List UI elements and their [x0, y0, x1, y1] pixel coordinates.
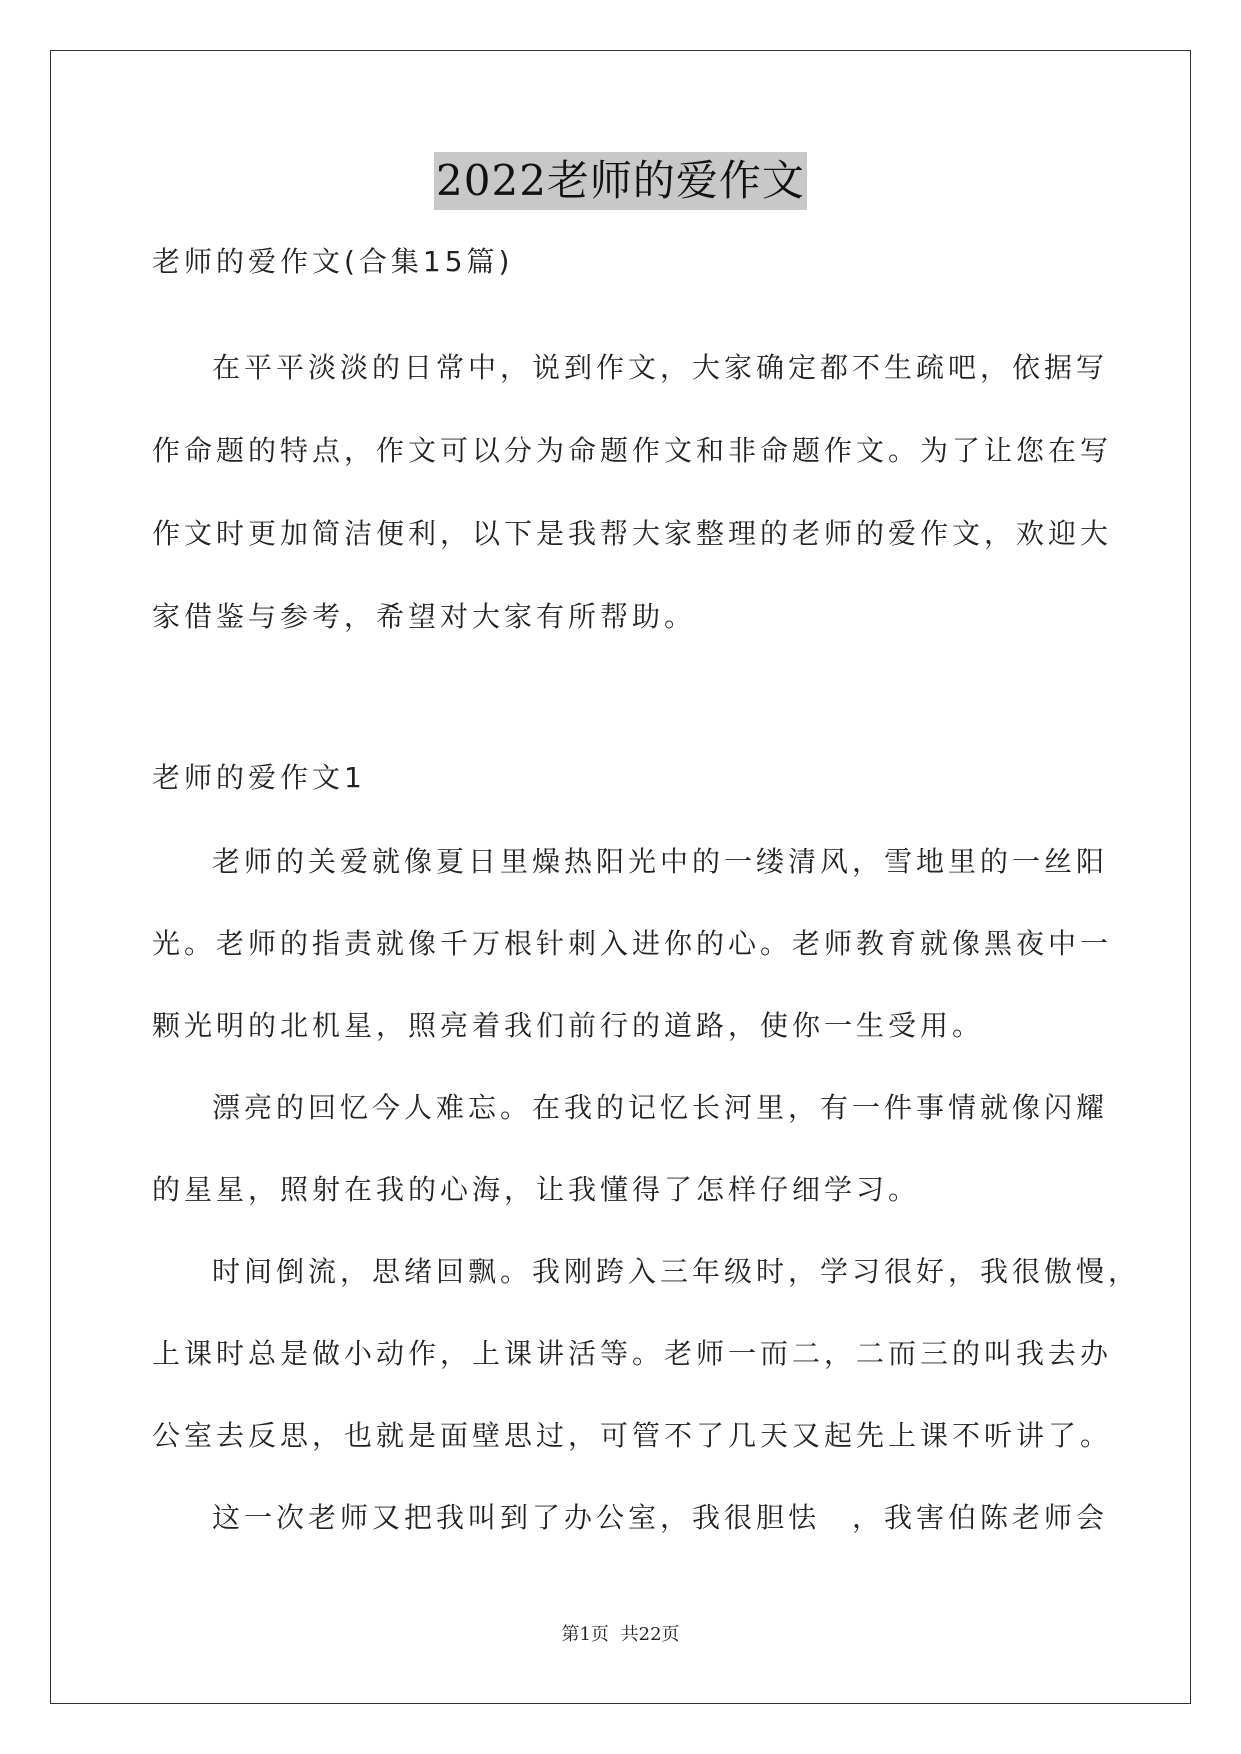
page-footer — [0, 1620, 1241, 1646]
body-line-wrap — [152, 842, 1109, 882]
intro-paragraph-cont-1 — [152, 431, 1113, 471]
section-heading-container — [152, 758, 1092, 798]
intro-paragraph-cont-3 — [152, 597, 1092, 637]
body-line: 老师的关爱就像夏日里燥热阳光中的一缕清风，雪地里的一丝阳 — [212, 845, 1109, 878]
body-line: 上课时总是做小动作，上课讲活等。老师一而二，二而三的叫我去办 — [152, 1337, 1113, 1370]
body-line-wrap — [152, 1334, 1113, 1374]
document-title: 2022老师的爱作文 — [434, 152, 807, 210]
intro-paragraph-cont-2 — [152, 514, 1113, 554]
body-line: 颗光明的北机星，照亮着我们前行的道路，使你一生受用。 — [152, 1009, 985, 1042]
body-line-wrap — [152, 1088, 1109, 1128]
page-number: 第1页 — [561, 1624, 609, 1645]
body-line: 的星星，照射在我的心海，让我懂得了怎样仔细学习。 — [152, 1173, 921, 1206]
title-container — [0, 152, 1241, 210]
body-line: 光。老师的指责就像千万根针刺入进你的心。老师教育就像黑夜中一 — [152, 927, 1113, 960]
body-line-wrap — [152, 1252, 1141, 1292]
body-line: 这一次老师又把我叫到了办公室，我很胆怯 ，我害伯陈老师会 — [212, 1501, 1109, 1534]
intro-line: 作命题的特点，作文可以分为命题作文和非命题作文。为了让您在写 — [152, 434, 1113, 467]
page-total: 共22页 — [620, 1624, 680, 1645]
intro-line: 家借鉴与参考，希望对大家有所帮助。 — [152, 600, 697, 633]
intro-paragraph — [152, 348, 1109, 388]
body-line-wrap — [152, 1416, 1113, 1456]
body-line: 漂亮的回忆今人难忘。在我的记忆长河里，有一件事情就像闪耀 — [212, 1091, 1109, 1124]
intro-line: 作文时更加简洁便利，以下是我帮大家整理的老师的爱作文，欢迎大 — [152, 517, 1113, 550]
subtitle-container — [152, 242, 1092, 282]
intro-line: 在平平淡淡的日常中，说到作文，大家确定都不生疏吧，依据写 — [212, 351, 1109, 384]
body-line-wrap — [152, 1170, 1092, 1210]
section-heading: 老师的爱作文1 — [152, 761, 366, 794]
document-subtitle: 老师的爱作文(合集15篇) — [152, 245, 514, 278]
body-line-wrap — [152, 1498, 1109, 1538]
body-line-wrap — [152, 924, 1113, 964]
body-line: 时间倒流，思绪回飘。我刚跨入三年级时，学习很好，我很傲慢， — [212, 1255, 1141, 1288]
body-line-wrap — [152, 1006, 1092, 1046]
body-line: 公室去反思，也就是面壁思过，可管不了几天又起先上课不听讲了。 — [152, 1419, 1113, 1452]
